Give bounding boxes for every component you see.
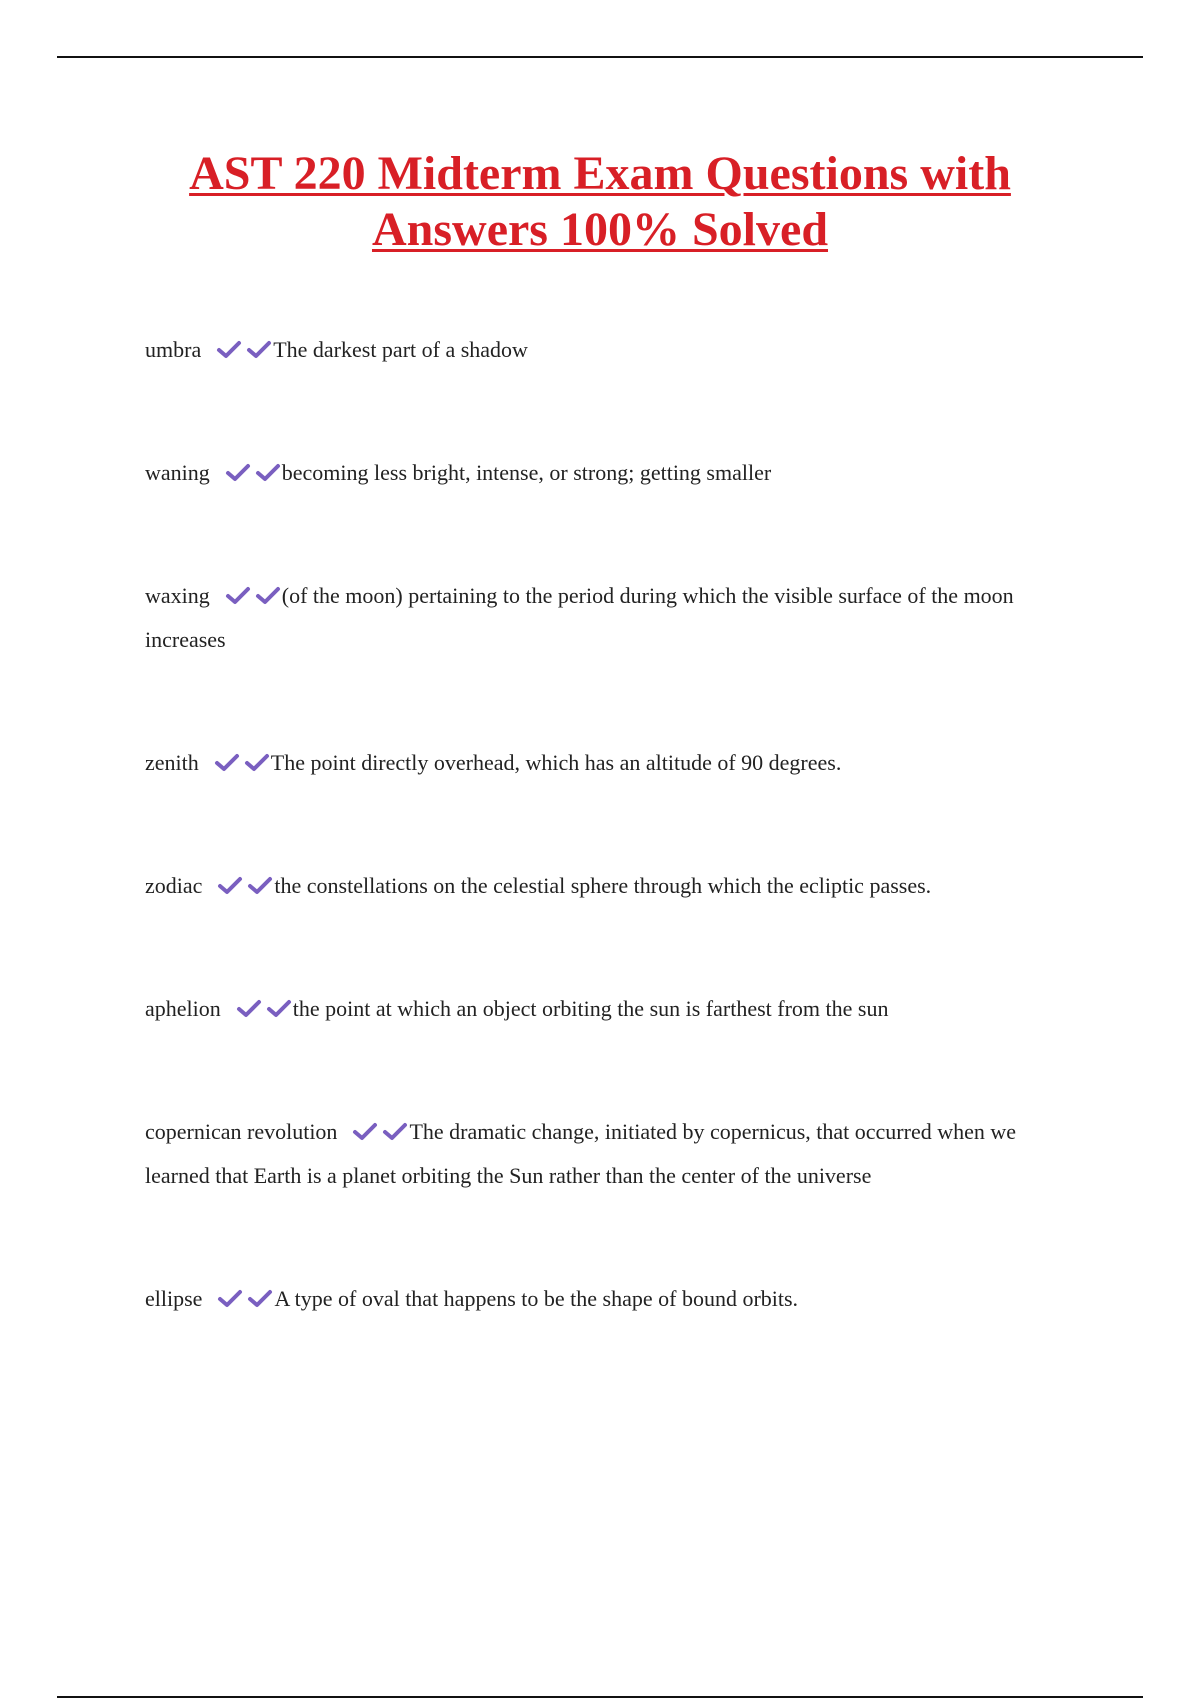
qa-definition: The darkest part of a shadow <box>273 337 528 362</box>
qa-item-ellipse <box>145 1277 1075 1321</box>
check-icon <box>235 999 263 1019</box>
qa-item-waning <box>145 451 1075 495</box>
qa-item-waxing <box>145 574 1075 662</box>
qa-term: copernican revolution <box>145 1119 338 1144</box>
qa-definition: (of the moon) pertaining to the period during which the visible surface of the moon increases <box>145 583 1014 652</box>
qa-definition: the constellations on the celestial sphere through which the ecliptic passes. <box>274 873 932 898</box>
check-icon <box>246 1289 274 1309</box>
qa-term: zodiac <box>145 873 203 898</box>
qa-term: zenith <box>145 750 199 775</box>
check-icon <box>216 1289 244 1309</box>
qa-list <box>145 328 1075 1400</box>
qa-item-zodiac <box>145 864 1075 908</box>
qa-definition: The point directly overhead, which has an altitude of 90 degrees. <box>270 750 842 775</box>
qa-term: aphelion <box>145 996 221 1021</box>
qa-item-copernican-revolution <box>145 1110 1075 1198</box>
check-icon <box>246 876 274 896</box>
check-icon <box>245 340 273 360</box>
qa-definition: The dramatic change, initiated by copernicus, that occurred when we learned that Earth is a planet orbiting the Sun rather than the center of the universe <box>145 1119 1017 1188</box>
check-icon <box>224 586 252 606</box>
check-icon <box>254 463 282 483</box>
qa-term: waxing <box>145 583 210 608</box>
check-icon <box>215 340 243 360</box>
qa-definition: A type of oval that happens to be the shape of bound orbits. <box>274 1286 799 1311</box>
qa-item-zenith <box>145 741 1075 785</box>
qa-item-umbra <box>145 328 1075 372</box>
qa-term: ellipse <box>145 1286 203 1311</box>
qa-term: waning <box>145 460 210 485</box>
check-icon <box>216 876 244 896</box>
check-icon <box>265 999 293 1019</box>
qa-definition: becoming less bright, intense, or strong; getting smaller <box>281 460 772 485</box>
check-icon <box>254 586 282 606</box>
check-icon <box>224 463 252 483</box>
qa-definition: the point at which an object orbiting the sun is farthest from the sun <box>292 996 889 1021</box>
bottom-rule <box>57 1696 1143 1698</box>
qa-item-aphelion <box>145 987 1075 1031</box>
page-title: AST 220 Midterm Exam Questions with Answers 100% Solved <box>189 147 1011 256</box>
check-icon <box>351 1122 379 1142</box>
check-icon <box>213 753 241 773</box>
qa-term: umbra <box>145 337 202 362</box>
check-icon <box>381 1122 409 1142</box>
check-icon <box>243 753 271 773</box>
top-rule <box>57 56 1143 58</box>
